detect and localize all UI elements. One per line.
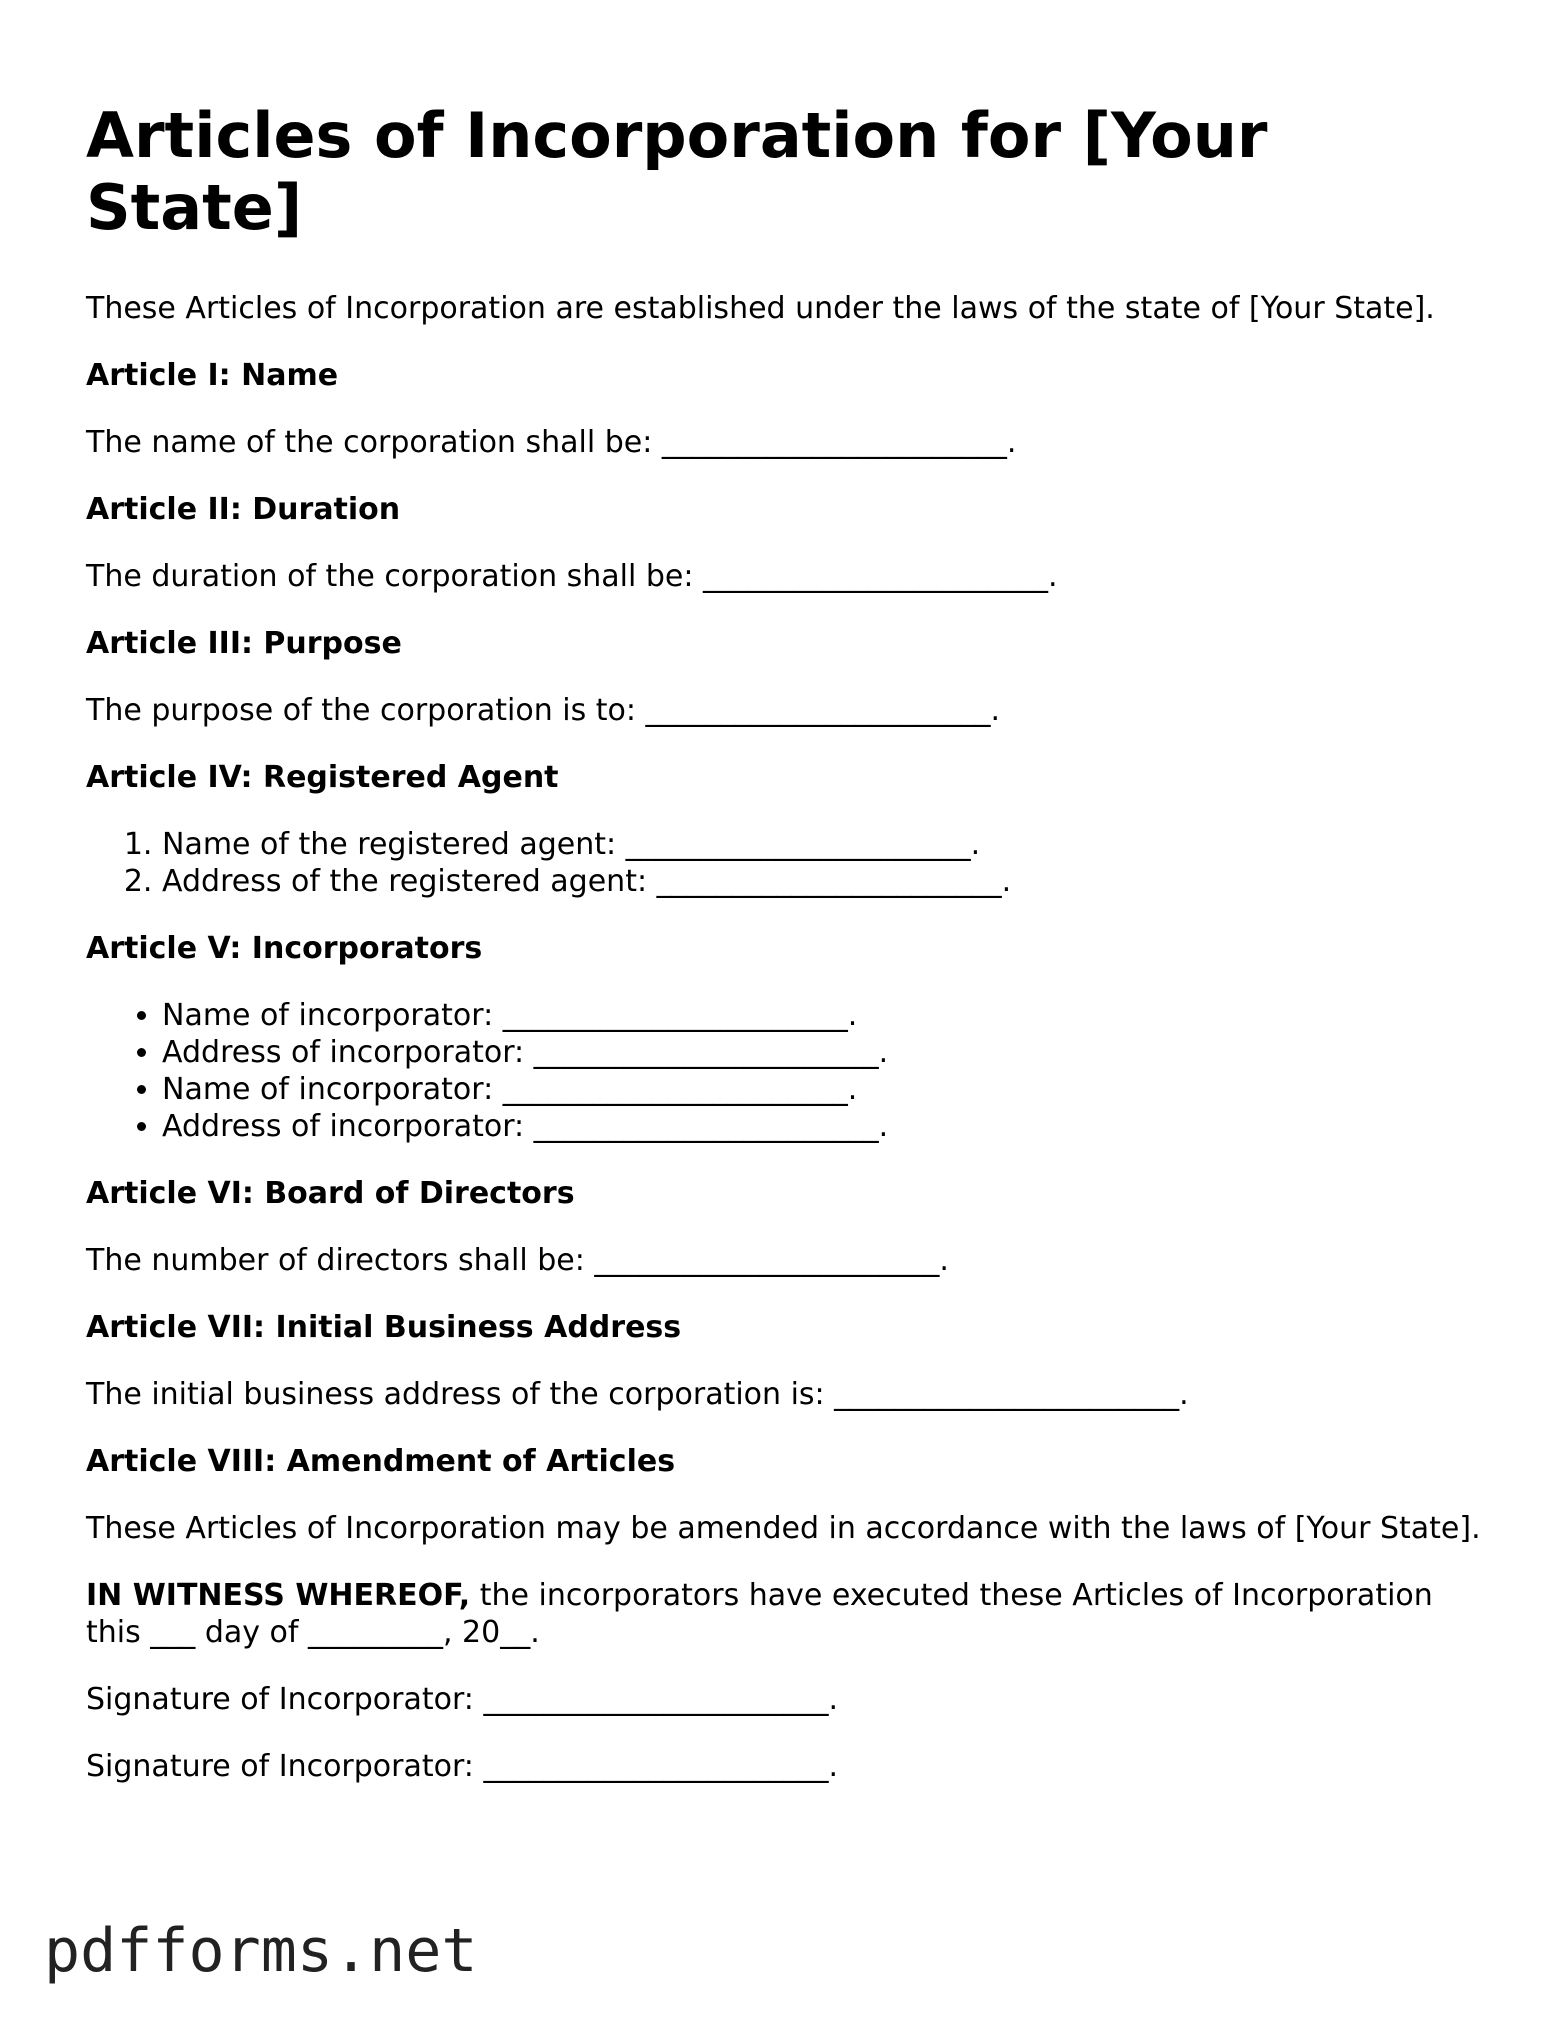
list-item: • Address of incorporator: _______________________.	[162, 1108, 1486, 1145]
intro-paragraph: These Articles of Incorporation are established under the laws of the state of [Your State].	[86, 291, 1435, 326]
article-4-heading: Article IV: Registered Agent	[86, 760, 559, 795]
article-8-text: These Articles of Incorporation may be amended in accordance with the laws of [Your State].	[86, 1511, 1481, 1546]
witness-bold: IN WITNESS WHEREOF,	[86, 1578, 471, 1613]
article-1-heading: Article I: Name	[86, 358, 339, 393]
article-1-text: The name of the corporation shall be: _______________________.	[86, 425, 1017, 460]
witness-paragraph	[86, 1577, 1486, 1651]
article-5-heading: Article V: Incorporators	[86, 931, 483, 966]
list-item: 2. Address of the registered agent: _______________________.	[162, 863, 1486, 900]
article-6-heading: Article VI: Board of Directors	[86, 1176, 575, 1211]
list-item: • Name of incorporator: _______________________.	[162, 997, 1486, 1034]
article-2-text: The duration of the corporation shall be: _______________________.	[86, 559, 1058, 594]
list-item: 1. Name of the registered agent: _______________________.	[162, 826, 1486, 863]
list-item: • Name of incorporator: _______________________.	[162, 1071, 1486, 1108]
article-6-text: The number of directors shall be: _______________________.	[86, 1243, 949, 1278]
article-3-text: The purpose of the corporation is to: _______________________.	[86, 693, 1001, 728]
witness-text: the incorporators have executed these Articles of Incorporation this ___ day of _________, 20__.	[86, 1578, 1433, 1650]
registered-agent-list	[86, 826, 1486, 900]
incorporators-list	[86, 997, 1486, 1145]
article-8-heading: Article VIII: Amendment of Articles	[86, 1444, 676, 1479]
article-2-heading: Article II: Duration	[86, 492, 401, 527]
signature-line: Signature of Incorporator: _______________________.	[86, 1749, 838, 1784]
article-7-heading: Article VII: Initial Business Address	[86, 1310, 682, 1345]
signature-line: Signature of Incorporator: _______________________.	[86, 1682, 838, 1717]
list-item: • Address of incorporator: _______________________.	[162, 1034, 1486, 1071]
document-title: Articles of Incorporation for [Your State]	[86, 99, 1268, 244]
document-page	[86, 100, 1486, 1815]
footer-watermark: pdfforms.net	[44, 1916, 478, 1986]
article-3-heading: Article III: Purpose	[86, 626, 402, 661]
article-7-text: The initial business address of the corporation is: _______________________.	[86, 1377, 1189, 1412]
